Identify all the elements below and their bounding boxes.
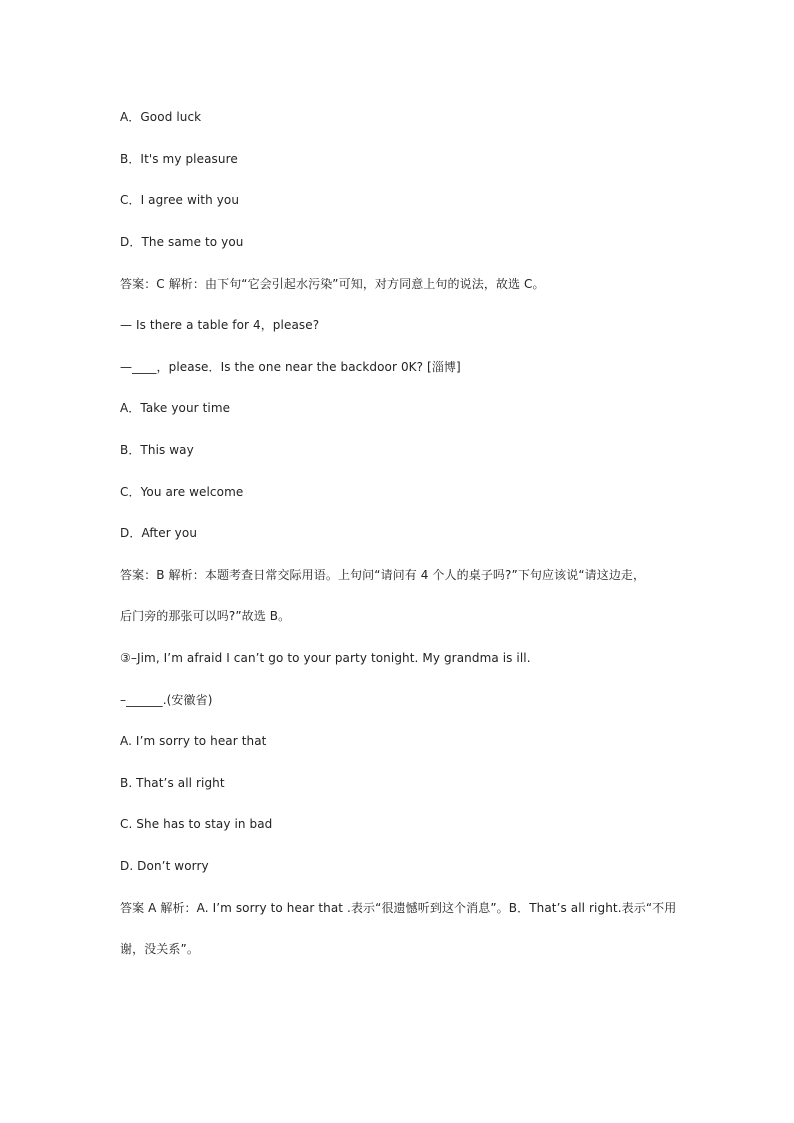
option-a-sorry-to-hear: A. I’m sorry to hear that [120, 734, 267, 748]
option-c-you-are-welcome: C．You are welcome [120, 485, 244, 499]
option-c-stay-in-bad: C. She has to stay in bad [120, 817, 273, 831]
option-d-dont-worry: D. Don’t worry [120, 859, 209, 873]
answer-explanation-2-line-1: 答案：B 解析：本题考查日常交际用语。上句问“请问有 4 个人的桌子吗?”下句应该说“请这边走， [120, 568, 646, 582]
option-b-thats-all-right: B. That’s all right [120, 776, 225, 790]
question-2-line-2: —____，please．Is the one near the backdoor 0K? [淄博] [120, 360, 461, 374]
option-d-after-you: D．After you [120, 526, 198, 540]
option-d-same-to-you: D．The same to you [120, 235, 244, 249]
question-2-line-1: — Is there a table for 4，please? [120, 318, 320, 332]
answer-explanation-3-line-2: 谢，没关系”。 [120, 942, 199, 956]
option-b-this-way: B．This way [120, 443, 194, 457]
option-a-good-luck: A．Good luck [120, 110, 202, 124]
question-3-line-2: –______.(安徽省) [120, 693, 213, 707]
option-b-its-my-pleasure: B．It's my pleasure [120, 152, 238, 166]
answer-explanation-3-line-1: 答案 A 解析：A. I’m sorry to hear that .表示“很遗憾听到这个消息”。B．That’s all right.表示“不用 [120, 901, 677, 915]
option-c-i-agree: C．I agree with you [120, 193, 240, 207]
question-3-line-1: ③–Jim, I’m afraid I can’t go to your party tonight. My grandma is ill. [120, 651, 531, 665]
answer-explanation-2-line-2: 后门旁的那张可以吗?”故选 B。 [120, 609, 291, 623]
option-a-take-your-time: A．Take your time [120, 401, 231, 415]
answer-explanation-1: 答案：C 解析：由下句“它会引起水污染”可知，对方同意上句的说法，故选 C。 [120, 277, 545, 291]
